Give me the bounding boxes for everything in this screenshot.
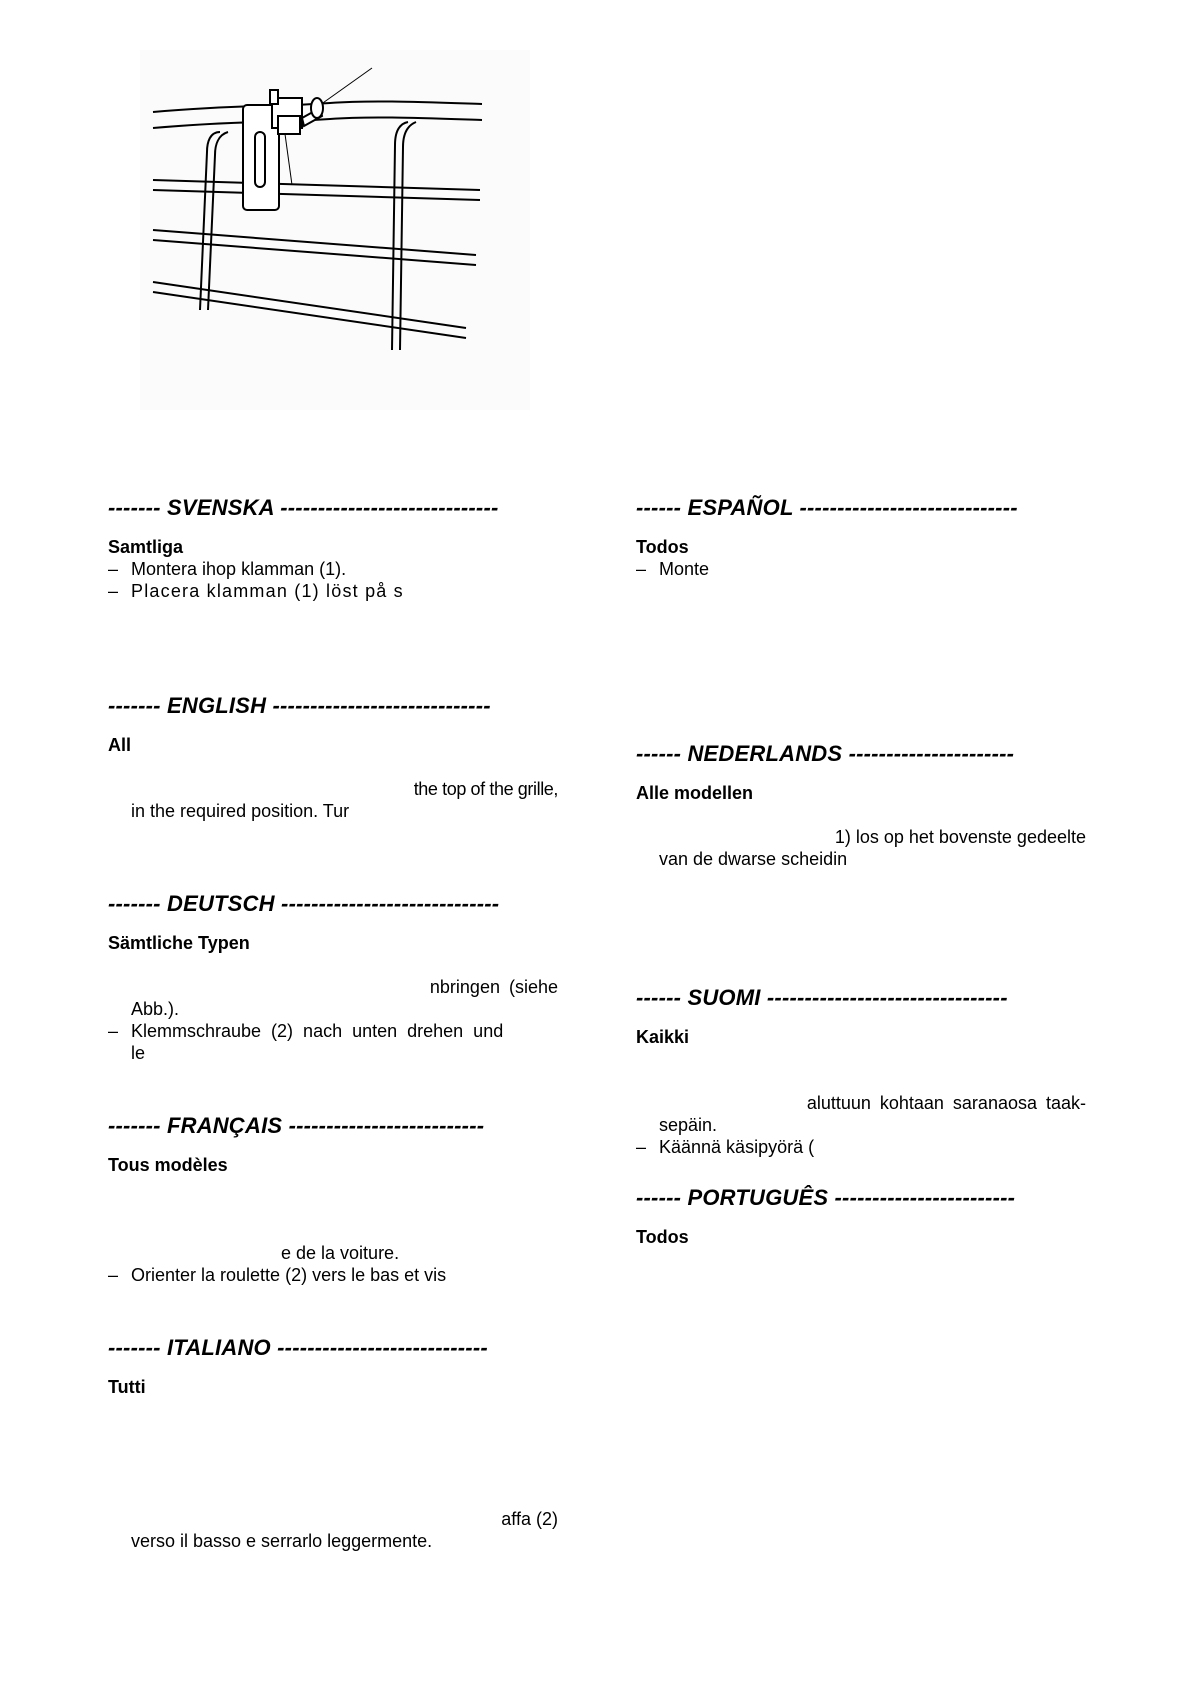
bullet: –	[108, 1265, 119, 1285]
instruction-line: 1) los op het bovenste gedeelte	[834, 827, 1086, 847]
section-heading: ------- ITALIANO ----------------------------	[108, 1335, 488, 1360]
model-label: All	[108, 735, 132, 755]
section-heading: ------ NEDERLANDS ----------------------	[636, 741, 1015, 766]
instruction-line: – Monte	[636, 559, 710, 579]
instruction-line: – Montera ihop klamman (1).	[108, 559, 347, 579]
instruction-line: van de dwarse scheidin	[659, 849, 848, 869]
instruction-line: aluttuun kohtaan saranaosa taak-	[806, 1093, 1086, 1113]
model-label: Kaikki	[636, 1027, 690, 1047]
bullet: –	[636, 559, 647, 579]
bullet: –	[108, 1021, 119, 1041]
instruction-line: e de la voiture.	[281, 1243, 400, 1263]
bullet: –	[108, 559, 119, 579]
grille-clamp-illustration	[140, 50, 530, 410]
instruction-line: – Placera klamman (1) löst på s	[108, 581, 404, 601]
instruction-line: Abb.).	[131, 999, 180, 1019]
section-heading: ------ ESPAÑOL -----------------------------	[636, 495, 1018, 520]
instruction-line: le	[131, 1043, 146, 1063]
instruction-line: – Orienter la roulette (2) vers le bas et vis	[108, 1265, 447, 1285]
section-portugues	[636, 1184, 1086, 1248]
section-francais	[108, 1112, 558, 1286]
instruction-line: – Käännä käsipyörä (	[636, 1137, 815, 1157]
section-heading: ------ SUOMI --------------------------------	[636, 985, 1008, 1010]
model-label: Alle modellen	[636, 783, 754, 803]
section-italiano	[108, 1334, 558, 1552]
instruction-line: affa (2)	[501, 1509, 558, 1529]
section-nederlands	[636, 740, 1086, 870]
model-label: Tous modèles	[108, 1155, 228, 1175]
clamp-figure	[140, 50, 530, 410]
instruction-line: – Klemmschraube (2) nach unten drehen und	[108, 1021, 504, 1041]
section-heading: ------- FRANÇAIS --------------------------	[108, 1113, 485, 1138]
instruction-line: in the required position. Tur	[131, 801, 350, 821]
model-label: Tutti	[108, 1377, 146, 1397]
bullet: –	[636, 1137, 647, 1157]
section-heading: ------- SVENSKA -----------------------------	[108, 495, 499, 520]
instruction-line: the top of the grille,	[413, 779, 558, 799]
section-english	[108, 692, 558, 822]
section-heading: ------- DEUTSCH -----------------------------	[108, 891, 500, 916]
model-label: Sämtliche Typen	[108, 933, 250, 953]
instruction-line: nbringen (siehe	[429, 977, 558, 997]
bullet: –	[108, 581, 119, 601]
model-label: Todos	[636, 537, 689, 557]
model-label: Samtliga	[108, 537, 184, 557]
instruction-line: verso il basso e serrarlo leggermente.	[131, 1531, 433, 1551]
model-label: Todos	[636, 1227, 689, 1247]
section-suomi	[636, 984, 1086, 1158]
instruction-line: sepäin.	[659, 1115, 718, 1135]
section-heading: ------ PORTUGUÊS ------------------------	[636, 1185, 1016, 1210]
section-deutsch	[108, 890, 558, 1064]
section-heading: ------- ENGLISH -----------------------------	[108, 693, 491, 718]
section-espanol	[636, 494, 1086, 580]
section-svenska	[108, 494, 558, 602]
